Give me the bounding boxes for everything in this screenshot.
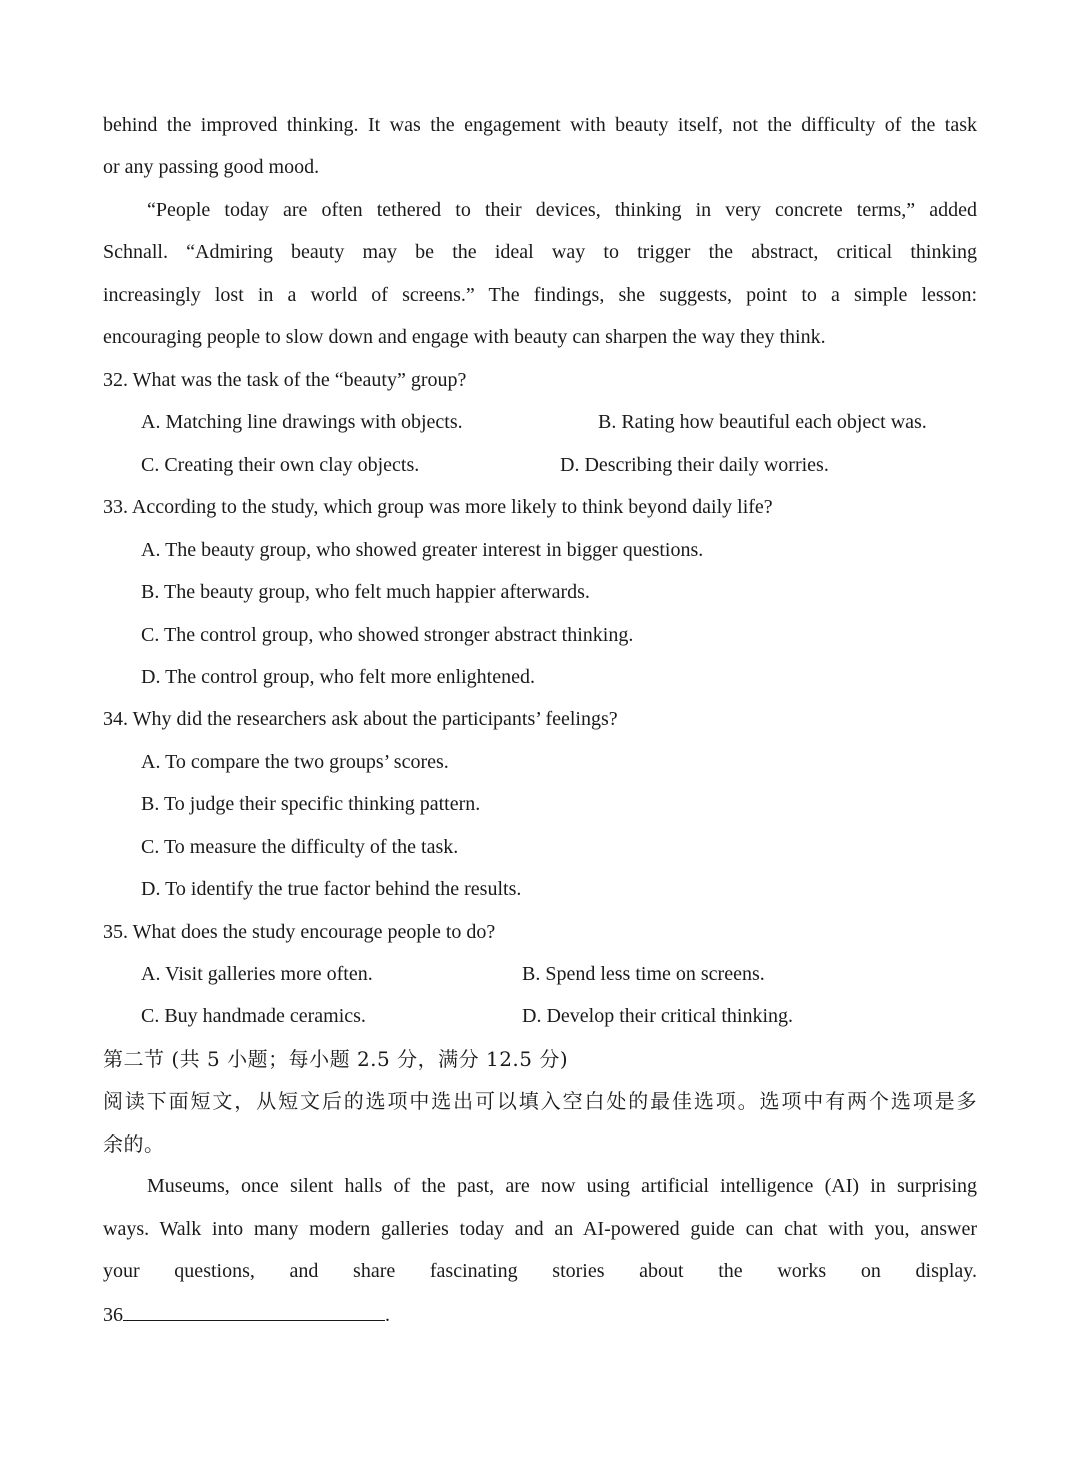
passage-line: or any passing good mood. [103,156,320,178]
option-32-b: B. Rating how beautiful each object was. [598,411,927,433]
question-stem-34: 34. Why did the researchers ask about the participants’ feelings? [103,708,618,730]
option-35-c: C. Buy handmade ceramics. [141,1005,366,1027]
section-heading: 第二节 (共 5 小题；每小题 2.5 分，满分 12.5 分) [103,1047,569,1071]
answer-blank [123,1300,385,1321]
option-34-c: C. To measure the difficulty of the task. [141,836,459,858]
blank-36-line [103,1300,977,1329]
blank-period: . [385,1304,390,1326]
option-33-d: D. The control group, who felt more enlightened. [141,666,535,688]
option-34-d: D. To identify the true factor behind the results. [141,878,522,900]
passage-line: your questions, and share fascinating stories about the works on display. [103,1260,977,1282]
paragraph-line: “People today are often tethered to their devices, thinking in very concrete terms,” added [147,199,977,221]
option-32-a: A. Matching line drawings with objects. [141,411,463,433]
instruction-line: 余的。 [103,1132,165,1156]
option-33-c: C. The control group, who showed stronger abstract thinking. [141,624,634,646]
passage-line: Museums, once silent halls of the past, are now using artificial intelligence (AI) in surprising [147,1175,977,1197]
question-stem-32: 32. What was the task of the “beauty” group? [103,369,467,391]
option-35-d: D. Develop their critical thinking. [522,1005,794,1027]
instruction-line: 阅读下面短文，从短文后的选项中选出可以填入空白处的最佳选项。选项中有两个选项是多 [103,1089,977,1113]
option-34-b: B. To judge their specific thinking pattern. [141,793,481,815]
option-32-c: C. Creating their own clay objects. [141,454,420,476]
paragraph-line: increasingly lost in a world of screens.” The findings, she suggests, point to a simple lesson: [103,284,977,306]
option-35-b: B. Spend less time on screens. [522,963,765,985]
option-33-b: B. The beauty group, who felt much happier afterwards. [141,581,590,603]
paragraph-line: Schnall. “Admiring beauty may be the ideal way to trigger the abstract, critical thinking [103,241,977,263]
option-32-d: D. Describing their daily worries. [560,454,829,476]
passage-line: behind the improved thinking. It was the engagement with beauty itself, not the difficulty of the task [103,114,977,136]
passage-line: ways. Walk into many modern galleries today and an AI-powered guide can chat with you, answer [103,1218,977,1240]
question-stem-35: 35. What does the study encourage people to do? [103,921,496,943]
option-33-a: A. The beauty group, who showed greater interest in bigger questions. [141,539,704,561]
option-34-a: A. To compare the two groups’ scores. [141,751,449,773]
blank-number: 36 [103,1304,123,1326]
option-35-a: A. Visit galleries more often. [141,963,373,985]
question-stem-33: 33. According to the study, which group was more likely to think beyond daily life? [103,496,773,518]
paragraph-line: encouraging people to slow down and engage with beauty can sharpen the way they think. [103,326,826,348]
